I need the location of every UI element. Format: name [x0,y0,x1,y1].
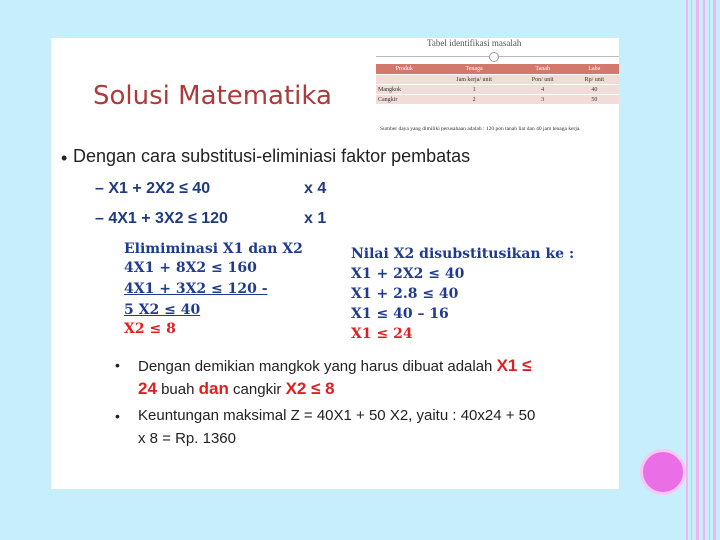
elimination-line: 4X1 + 8X2 ≤ 160 [124,260,257,276]
table-header: Produk [376,64,433,75]
elimination-line: 4X1 + 3X2 ≤ 120 - [124,281,268,297]
conclusion-highlight: 24 [138,379,157,398]
decorative-stripes [682,0,720,540]
table-cell: Mangkok [376,85,433,95]
substitution-line: X1 + 2X2 ≤ 40 [351,266,465,282]
conclusion-text: cangkir [228,381,286,398]
bullet-dot: • [61,148,68,168]
handle-icon [489,52,499,62]
substitution-line: X1 ≤ 40 – 16 [351,306,449,322]
table-cell: 3 [516,95,570,105]
conclusion-text: Dengan demikian mangkok yang harus dibuat adalah [138,358,497,375]
table-cell: 2 [433,95,516,105]
conclusion-line-1 [138,356,531,376]
table-caption: Tabel identifikasi masalah [427,38,522,48]
table-cell [376,75,433,85]
slide-content [51,38,619,489]
table-cell: 1 [433,85,516,95]
table-subheader-row [376,75,619,85]
table-cell: 50 [570,95,619,105]
substitution-line: X1 + 2.8 ≤ 40 [351,286,459,302]
constraint-multiplier: x 4 [304,180,327,197]
table-cell: Jam kerja/ unit [433,75,516,85]
problem-table-image [376,38,619,144]
bullet-dot: • [115,408,120,424]
table-header: Laba [570,64,619,75]
table-note: Sumber daya yang dimiliki perusahaan adalah : 120 pon tanah liat dan 40 jam tenaga kerja. [380,126,581,132]
profit-line: x 8 = Rp. 1360 [138,430,236,447]
conclusion-text: buah [156,381,199,398]
decorative-circle [640,449,686,495]
table-header: Tenaga [433,64,516,75]
substitution-result: X1 ≤ 24 [351,326,413,342]
constraint-multiplier: x 1 [304,210,327,227]
table-row [376,85,619,95]
substitution-heading: Nilai X2 disubstitusikan ke : [351,246,575,262]
bullet-dot: • [115,357,120,373]
slide-title: Solusi Matematika [93,81,332,111]
conclusion-highlight: X1 ≤ [496,356,532,375]
table-row [376,95,619,105]
conclusion-line-2 [138,379,335,399]
constraint-equation: – X1 + 2X2 ≤ 40 [95,180,211,197]
table-header: Tanah [516,64,570,75]
profit-line: Keuntungan maksimal Z = 40X1 + 50 X2, yaitu : 40x24 + 50 [138,407,536,424]
elimination-line: 5 X2 ≤ 40 [124,302,201,318]
table-cell: Cangkir [376,95,433,105]
problem-table [376,64,619,104]
elimination-result: X2 ≤ 8 [124,321,176,337]
table-cell: 40 [570,85,619,95]
table-cell: Pon/ unit [516,75,570,85]
table-header-row [376,64,619,75]
table-cell: 4 [516,85,570,95]
conclusion-highlight: X2 ≤ 8 [285,379,335,398]
table-cell: Rp/ unit [570,75,619,85]
conclusion-highlight: dan [198,379,229,398]
main-bullet-text: Dengan cara substitusi-eliminiasi faktor pembatas [73,146,471,166]
elimination-heading: Elimiminasi X1 dan X2 [124,241,303,257]
constraint-equation: – 4X1 + 3X2 ≤ 120 [95,210,228,227]
